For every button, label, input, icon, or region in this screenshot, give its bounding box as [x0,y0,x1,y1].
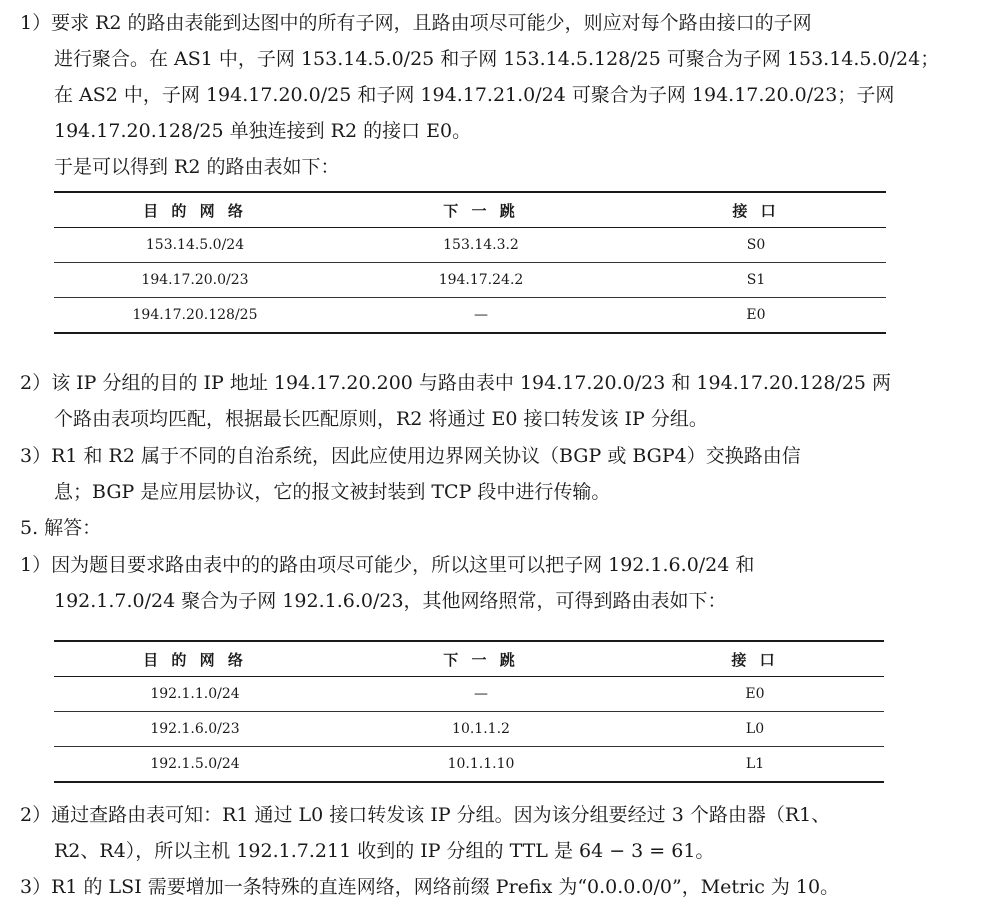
table-row [54,747,884,783]
column-header: 下 一 跳 [336,641,626,677]
text-line: 于是可以得到 R2 的路由表如下： [54,156,340,178]
table-cell: — [336,298,626,334]
text-line: R2、R4），所以主机 192.1.7.211 收到的 IP 分组的 TTL 是 64 − 3 = 61。 [54,840,715,862]
column-header: 接 口 [626,641,884,677]
column-header: 下 一 跳 [336,192,626,228]
table-cell: 192.1.1.0/24 [54,677,336,712]
column-header: 目 的 网 络 [54,641,336,677]
table-cell: 153.14.5.0/24 [54,228,336,263]
text-line: 在 AS2 中，子网 194.17.20.0/25 和子网 194.17.21.0/24 可聚合为子网 194.17.20.0/23；子网 [54,84,895,106]
table-cell: 194.17.24.2 [336,263,626,298]
table-cell: L1 [626,747,884,783]
table-cell: E0 [626,677,884,712]
column-header: 目 的 网 络 [54,192,336,228]
routing-table-r1 [54,640,884,783]
table-cell: 192.1.5.0/24 [54,747,336,783]
table-row [54,677,884,712]
table-row [54,712,884,747]
table-cell: 10.1.1.2 [336,712,626,747]
table-cell: 153.14.3.2 [336,228,626,263]
table-cell: 194.17.20.0/23 [54,263,336,298]
text-line: 194.17.20.128/25 单独连接到 R2 的接口 E0。 [54,120,472,142]
text-line: 2）该 IP 分组的目的 IP 地址 194.17.20.200 与路由表中 194.17.20.0/23 和 194.17.20.128/25 两 [20,372,892,394]
table-cell: S1 [626,263,886,298]
table-cell: L0 [626,712,884,747]
table-row [54,228,886,263]
text-line: 息；BGP 是应用层协议，它的报文被封装到 TCP 段中进行传输。 [54,481,611,503]
table-cell: 192.1.6.0/23 [54,712,336,747]
section-heading: 5. 解答： [20,517,102,539]
text-line: 3）R1 和 R2 属于不同的自治系统，因此应使用边界网关协议（BGP 或 BGP4）交换路由信 [20,445,801,467]
table-header-row [54,641,884,677]
text-line: 3）R1 的 LSI 需要增加一条特殊的直连网络，网络前缀 Prefix 为“0.0.0.0/0”，Metric 为 10。 [20,876,840,898]
table-header-row [54,192,886,228]
table-row [54,298,886,334]
routing-table-r2 [54,191,886,334]
table-cell: — [336,677,626,712]
text-line: 192.1.7.0/24 聚合为子网 192.1.6.0/23，其他网络照常，可得到路由表如下： [54,590,727,612]
text-line: 2）通过查路由表可知：R1 通过 L0 接口转发该 IP 分组。因为该分组要经过 3 个路由器（R1、 [20,804,831,826]
table-cell: S0 [626,228,886,263]
text-line: 个路由表项均匹配，根据最长匹配原则，R2 将通过 E0 接口转发该 IP 分组。 [54,408,708,430]
text-line: 进行聚合。在 AS1 中，子网 153.14.5.0/25 和子网 153.14.5.128/25 可聚合为子网 153.14.5.0/24； [54,48,940,70]
text-line: 1）因为题目要求路由表中的的路由项尽可能少，所以这里可以把子网 192.1.6.0/24 和 [20,554,755,576]
column-header: 接 口 [626,192,886,228]
table-cell: 10.1.1.10 [336,747,626,783]
table-row [54,263,886,298]
text-line: 1）要求 R2 的路由表能到达图中的所有子网，且路由项尽可能少，则应对每个路由接口的子网 [20,12,812,34]
table-cell: 194.17.20.128/25 [54,298,336,334]
table-cell: E0 [626,298,886,334]
